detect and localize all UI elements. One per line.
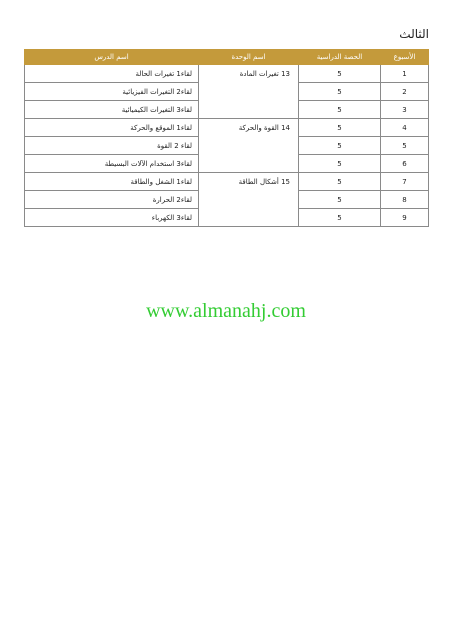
periods-cell: 5 [299, 83, 381, 101]
lesson-cell: لقاء1 الموقع والحركة [25, 119, 199, 137]
lesson-cell: لقاء1 تغيرات الحالة [25, 65, 199, 83]
periods-cell: 5 [299, 209, 381, 227]
lesson-cell: لقاء3 استخدام الآلات البسيطة [25, 155, 199, 173]
week-cell: 1 [381, 65, 429, 83]
website-watermark: www.almanahj.com [146, 300, 306, 322]
lesson-cell: لقاء2 التغيرات الفيزيائية [25, 83, 199, 101]
week-cell: 9 [381, 209, 429, 227]
week-cell: 4 [381, 119, 429, 137]
week-cell: 8 [381, 191, 429, 209]
periods-cell: 5 [299, 101, 381, 119]
header-lesson: اسم الدرس [25, 50, 199, 65]
periods-cell: 5 [299, 65, 381, 83]
table-row [25, 173, 429, 191]
lesson-cell: لقاء3 الكهرباء [25, 209, 199, 227]
weekly-plan-table [24, 49, 429, 227]
page-heading: الثالث [399, 27, 429, 41]
week-cell: 3 [381, 101, 429, 119]
periods-cell: 5 [299, 173, 381, 191]
lesson-cell: لقاء1 الشغل والطاقة [25, 173, 199, 191]
week-cell: 7 [381, 173, 429, 191]
header-periods: الحصة الدراسية [299, 50, 381, 65]
header-unit: اسم الوحدة [199, 50, 299, 65]
periods-cell: 5 [299, 155, 381, 173]
lesson-cell: لقاء2 الحرارة [25, 191, 199, 209]
unit-cell: 15 أشكال الطاقة [199, 173, 299, 227]
periods-cell: 5 [299, 119, 381, 137]
week-cell: 2 [381, 83, 429, 101]
periods-cell: 5 [299, 191, 381, 209]
unit-cell: 14 القوة والحركة [199, 119, 299, 173]
week-cell: 5 [381, 137, 429, 155]
table-row [25, 119, 429, 137]
week-cell: 6 [381, 155, 429, 173]
lesson-cell: لقاء3 التغيرات الكيميائية [25, 101, 199, 119]
header-week: الأسبوع [381, 50, 429, 65]
table-row [25, 65, 429, 83]
table-header-row [25, 50, 429, 65]
lesson-cell: لقاء 2 القوة [25, 137, 199, 155]
unit-cell: 13 تغيرات المادة [199, 65, 299, 119]
periods-cell: 5 [299, 137, 381, 155]
